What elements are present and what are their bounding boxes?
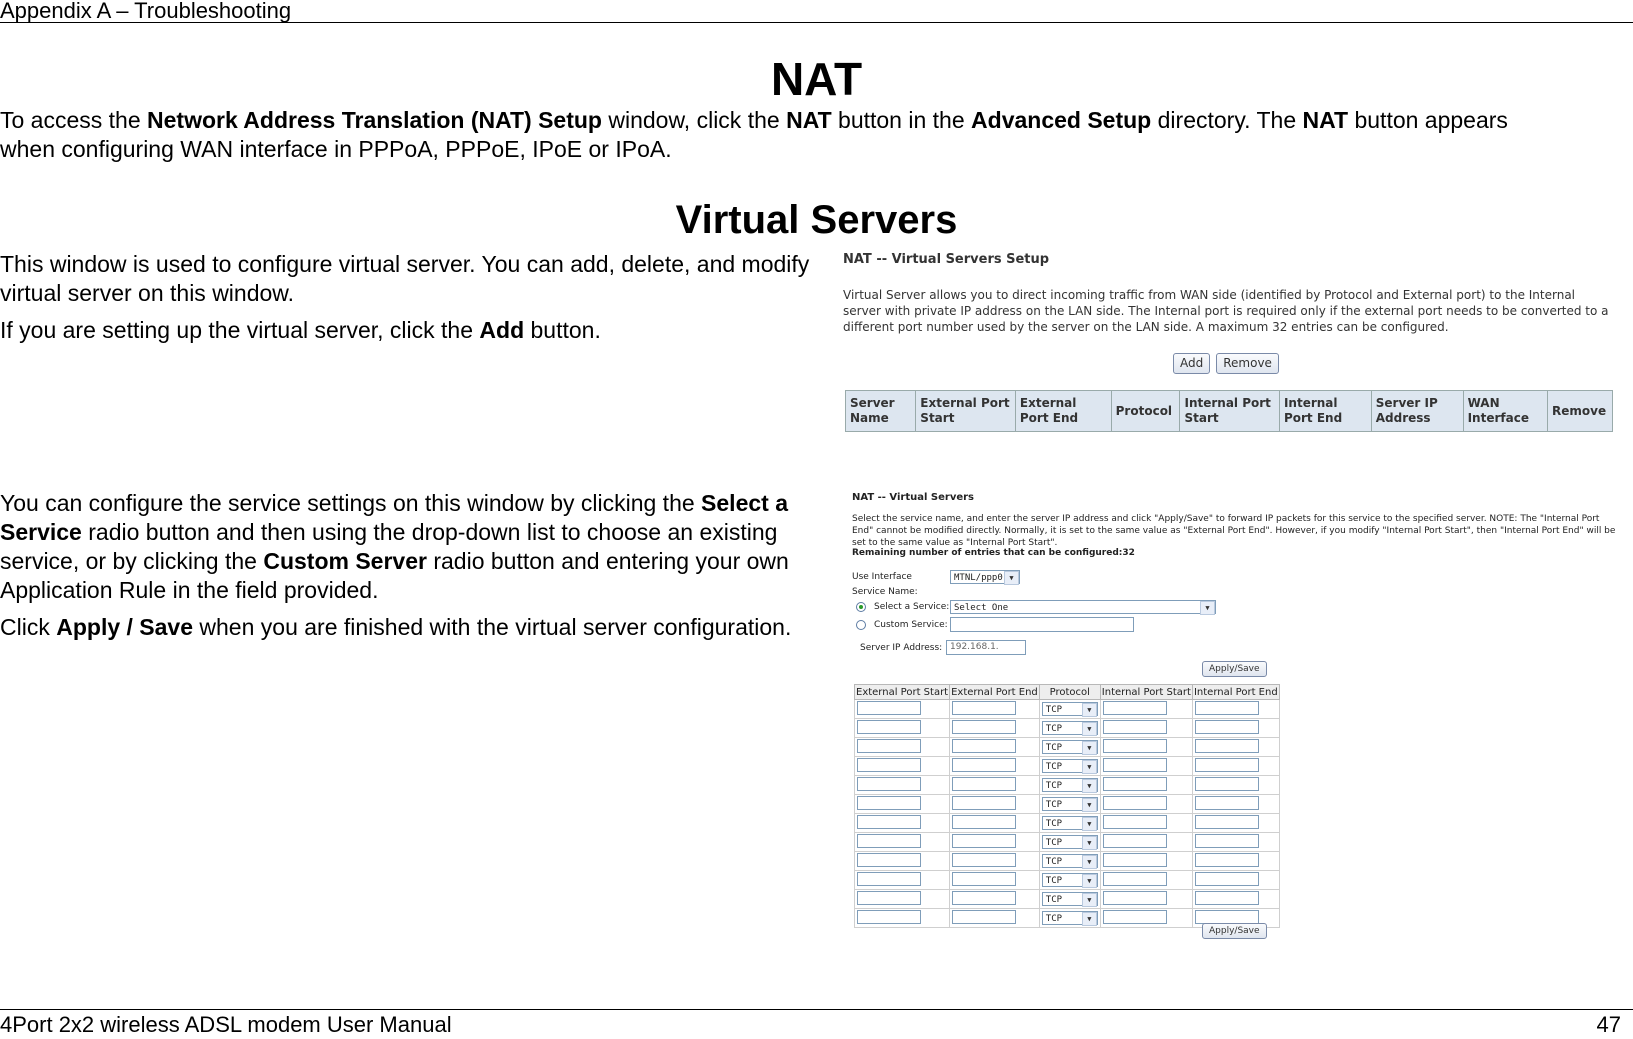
table-cell — [855, 871, 950, 890]
chevron-down-icon: ▼ — [1004, 571, 1019, 585]
column-header: External Port Start — [916, 391, 1016, 432]
protocol-select[interactable]: TCP ▼ — [1042, 892, 1098, 906]
add-button[interactable]: Add — [1173, 353, 1210, 374]
column-header: External Port End — [951, 686, 1038, 698]
column-header: WAN Interface — [1463, 391, 1547, 432]
table-cell — [950, 890, 1040, 909]
table-cell — [1192, 795, 1279, 814]
setup-description: Virtual Server allows you to direct incoming traffic from WAN side (identified by Protocol and External port) to the Internal server with private IP address on the LAN side. The Internal port is required only if the external port needs to be converted to a different port number used by the server on the LAN side. A maximum 32 entries can be configured. — [843, 288, 1609, 334]
remaining-entries: Remaining number of entries that can be configured:32 — [852, 548, 1135, 558]
table-cell — [855, 890, 950, 909]
table-cell — [1039, 776, 1100, 795]
external-port-start-input[interactable] — [857, 758, 921, 772]
table-row — [855, 700, 1280, 719]
chevron-down-icon: ▼ — [1200, 601, 1215, 615]
protocol-select[interactable]: TCP ▼ — [1042, 759, 1098, 773]
table-cell — [1039, 795, 1100, 814]
protocol-select[interactable]: TCP ▼ — [1042, 911, 1098, 925]
column-header: External Port End — [1015, 391, 1111, 432]
external-port-start-input[interactable] — [857, 891, 921, 905]
external-port-start-input[interactable] — [857, 910, 921, 924]
table-cell — [950, 833, 1040, 852]
service-name-label: Service Name: — [852, 587, 918, 597]
table-cell — [1100, 890, 1192, 909]
table-cell — [855, 795, 950, 814]
external-port-end-input[interactable] — [952, 758, 1016, 772]
select-service-label: Select a Service: — [874, 602, 950, 612]
table-cell — [950, 738, 1040, 757]
internal-port-end-input[interactable] — [1195, 872, 1259, 886]
internal-port-start-input[interactable] — [1103, 739, 1167, 753]
external-port-end-input[interactable] — [952, 777, 1016, 791]
table-cell — [1192, 890, 1279, 909]
custom-service-radio[interactable] — [856, 620, 866, 630]
internal-port-start-input[interactable] — [1103, 720, 1167, 734]
protocol-select[interactable]: TCP ▼ — [1042, 721, 1098, 735]
table-cell — [950, 700, 1040, 719]
internal-port-end-input[interactable] — [1195, 853, 1259, 867]
table-cell — [1039, 909, 1100, 928]
table-cell — [1039, 852, 1100, 871]
table-cell — [855, 719, 950, 738]
table-cell — [1192, 852, 1279, 871]
column-header: Internal Port End — [1193, 686, 1278, 698]
column-header: Server Name — [846, 391, 916, 432]
external-port-end-input[interactable] — [952, 853, 1016, 867]
table-row — [855, 757, 1280, 776]
table-row — [855, 852, 1280, 871]
external-port-start-input[interactable] — [857, 853, 921, 867]
table-cell — [855, 757, 950, 776]
nat-heading: NAT — [770, 53, 863, 105]
table-cell — [1100, 719, 1192, 738]
setup-buttons — [1173, 352, 1285, 374]
table-cell — [1100, 700, 1192, 719]
table-cell — [1039, 700, 1100, 719]
protocol-select[interactable]: TCP ▼ — [1042, 873, 1098, 887]
virtual-p4: Click Apply / Save when you are finished with the virtual server configuration. — [0, 614, 792, 640]
table-cell — [1192, 719, 1279, 738]
column-header: Internal Port Start — [1101, 686, 1191, 698]
external-port-start-input[interactable] — [857, 796, 921, 810]
page-header — [0, 0, 1633, 23]
table-cell — [950, 852, 1040, 871]
external-port-end-input[interactable] — [952, 739, 1016, 753]
external-port-start-input[interactable] — [857, 739, 921, 753]
chevron-down-icon: ▼ — [1082, 893, 1097, 907]
protocol-select[interactable]: TCP ▼ — [1042, 778, 1098, 792]
protocol-select[interactable]: TCP ▼ — [1042, 797, 1098, 811]
internal-port-start-input[interactable] — [1103, 796, 1167, 810]
apply-save-button-bottom[interactable]: Apply/Save — [1202, 923, 1267, 939]
internal-port-end-input[interactable] — [1195, 739, 1259, 753]
internal-port-start-input[interactable] — [1103, 777, 1167, 791]
column-header: Protocol — [1111, 391, 1180, 432]
footer-manual: 4Port 2x2 wireless ADSL modem User Manual — [0, 1012, 452, 1037]
internal-port-end-input[interactable] — [1195, 720, 1259, 734]
virtual-servers-heading: Virtual Servers — [675, 198, 958, 242]
internal-port-end-input[interactable] — [1195, 758, 1259, 772]
custom-service-label: Custom Service: — [874, 620, 948, 630]
table-cell — [950, 871, 1040, 890]
internal-port-start-input[interactable] — [1103, 701, 1167, 715]
table-cell — [855, 852, 950, 871]
chevron-down-icon: ▼ — [1082, 874, 1097, 888]
chevron-down-icon: ▼ — [1082, 912, 1097, 926]
column-header: Protocol — [1039, 685, 1100, 700]
internal-port-start-input[interactable] — [1103, 853, 1167, 867]
table-row — [855, 871, 1280, 890]
table-cell — [1192, 700, 1279, 719]
table-cell — [1100, 776, 1192, 795]
virtual-servers-table — [845, 390, 1613, 432]
internal-port-start-input[interactable] — [1103, 872, 1167, 886]
table-cell — [1039, 833, 1100, 852]
table-cell — [1192, 776, 1279, 795]
chevron-down-icon: ▼ — [1082, 779, 1097, 793]
internal-port-start-input[interactable] — [1103, 815, 1167, 829]
column-header: Remove — [1548, 391, 1613, 432]
table-row — [855, 719, 1280, 738]
external-port-start-input[interactable] — [857, 872, 921, 886]
external-port-start-input[interactable] — [857, 720, 921, 734]
table-cell — [950, 795, 1040, 814]
chevron-down-icon: ▼ — [1082, 703, 1097, 717]
chevron-down-icon: ▼ — [1082, 836, 1097, 850]
table-cell — [1039, 719, 1100, 738]
external-port-end-input[interactable] — [952, 834, 1016, 848]
table-cell — [1100, 909, 1192, 928]
chevron-down-icon: ▼ — [1082, 741, 1097, 755]
external-port-start-input[interactable] — [857, 834, 921, 848]
table-cell — [950, 909, 1040, 928]
table-cell — [1192, 814, 1279, 833]
table-cell — [950, 776, 1040, 795]
chevron-down-icon: ▼ — [1082, 817, 1097, 831]
table-cell — [1100, 852, 1192, 871]
table-cell — [950, 719, 1040, 738]
table-cell — [1100, 833, 1192, 852]
external-port-end-input[interactable] — [952, 815, 1016, 829]
page-number: 47 — [1596, 1012, 1621, 1037]
config-description: Select the service name, and enter the server IP address and click "Apply/Save" to forward IP packets for this service to the specified server. NOTE: The "Internal Port End" cannot be modified directly. Normally, it is set to the same value as "External Port End". However, if you modify "Internal Port Start", then "Internal Port End" will be set to the same value as "Internal Port Start". — [852, 514, 1616, 548]
use-interface-label: Use Interface — [852, 572, 912, 582]
server-ip-label: Server IP Address: — [860, 643, 943, 653]
table-cell — [1039, 738, 1100, 757]
internal-port-start-input[interactable] — [1103, 834, 1167, 848]
use-interface-select[interactable]: MTNL/ppp0 ▼ — [950, 570, 1020, 584]
table-cell — [1192, 833, 1279, 852]
protocol-select[interactable]: TCP ▼ — [1042, 702, 1098, 716]
table-row — [855, 890, 1280, 909]
remove-button[interactable]: Remove — [1216, 353, 1279, 374]
internal-port-end-input[interactable] — [1195, 815, 1259, 829]
virtual-servers-setup-screenshot — [843, 252, 1613, 438]
external-port-end-input[interactable] — [952, 872, 1016, 886]
apply-save-button[interactable]: Apply/Save — [1202, 661, 1267, 677]
column-header: Internal Port End — [1279, 391, 1371, 432]
virtual-service-text — [0, 489, 820, 642]
nat-paragraph: To access the Network Address Translation (NAT) Setup window, click the NAT button in the Advanced Setup directory. The NAT button appears when configuring WAN interface in PPPoA, PPPoE, IPoE or IPoA. — [0, 107, 1508, 162]
select-service-radio[interactable] — [856, 602, 866, 612]
virtual-p1: This window is used to configure virtual server. You can add, delete, and modify virtual server on this window. — [0, 251, 810, 306]
virtual-servers-config-screenshot — [852, 490, 1622, 980]
internal-port-end-input[interactable] — [1195, 701, 1259, 715]
table-cell — [1192, 871, 1279, 890]
external-port-start-input[interactable] — [857, 777, 921, 791]
external-port-end-input[interactable] — [952, 720, 1016, 734]
external-port-end-input[interactable] — [952, 796, 1016, 810]
table-header-row — [846, 391, 1613, 432]
chevron-down-icon: ▼ — [1082, 855, 1097, 869]
protocol-select[interactable]: TCP ▼ — [1042, 854, 1098, 868]
internal-port-start-input[interactable] — [1103, 910, 1167, 924]
table-cell — [855, 909, 950, 928]
table-cell — [1039, 814, 1100, 833]
internal-port-start-input[interactable] — [1103, 891, 1167, 905]
setup-title: NAT -- Virtual Servers Setup — [843, 252, 1050, 267]
table-cell — [1100, 757, 1192, 776]
table-cell — [855, 776, 950, 795]
chevron-down-icon: ▼ — [1082, 760, 1097, 774]
table-cell — [1100, 738, 1192, 757]
table-cell — [1100, 871, 1192, 890]
port-table — [854, 684, 1280, 928]
config-title: NAT -- Virtual Servers — [852, 492, 974, 503]
table-cell — [1039, 757, 1100, 776]
virtual-intro — [0, 250, 815, 345]
internal-port-end-input[interactable] — [1195, 796, 1259, 810]
table-cell — [1100, 814, 1192, 833]
virtual-p2: If you are setting up the virtual server, click the Add button. — [0, 317, 601, 343]
external-port-end-input[interactable] — [952, 910, 1016, 924]
table-cell — [855, 700, 950, 719]
table-row — [855, 833, 1280, 852]
table-row — [855, 795, 1280, 814]
table-cell — [1039, 871, 1100, 890]
table-header-row — [855, 685, 1280, 700]
protocol-select[interactable]: TCP ▼ — [1042, 816, 1098, 830]
table-cell — [1192, 738, 1279, 757]
internal-port-start-input[interactable] — [1103, 758, 1167, 772]
external-port-start-input[interactable] — [857, 815, 921, 829]
virtual-p3: You can configure the service settings on this window by clicking the Select a Service radio button and then using the drop-down list to choose an existing service, or by clicking the Custom Server radio button and entering your own Application Rule in the field provided. — [0, 490, 789, 603]
column-header: External Port Start — [856, 686, 949, 698]
header-text: Appendix A – Troubleshooting — [0, 0, 292, 23]
external-port-end-input[interactable] — [952, 701, 1016, 715]
table-cell — [855, 738, 950, 757]
server-ip-input[interactable]: 192.168.1. — [946, 640, 1026, 655]
table-row — [855, 738, 1280, 757]
column-header: Server IP Address — [1371, 391, 1463, 432]
chevron-down-icon: ▼ — [1082, 798, 1097, 812]
table-cell — [1100, 795, 1192, 814]
table-cell — [1039, 890, 1100, 909]
internal-port-end-input[interactable] — [1195, 777, 1259, 791]
table-cell — [855, 833, 950, 852]
table-cell — [950, 814, 1040, 833]
external-port-end-input[interactable] — [952, 891, 1016, 905]
internal-port-end-input[interactable] — [1195, 891, 1259, 905]
internal-port-end-input[interactable] — [1195, 910, 1259, 924]
page-footer — [0, 1009, 1633, 1039]
protocol-select[interactable]: TCP ▼ — [1042, 835, 1098, 849]
chevron-down-icon: ▼ — [1082, 722, 1097, 736]
external-port-start-input[interactable] — [857, 701, 921, 715]
service-select[interactable]: Select One ▼ — [950, 600, 1216, 614]
table-cell — [1192, 757, 1279, 776]
table-cell — [950, 757, 1040, 776]
custom-service-input[interactable] — [950, 617, 1134, 632]
internal-port-end-input[interactable] — [1195, 834, 1259, 848]
table-cell — [855, 814, 950, 833]
protocol-select[interactable]: TCP ▼ — [1042, 740, 1098, 754]
table-row — [855, 814, 1280, 833]
table-row — [855, 776, 1280, 795]
column-header: Internal Port Start — [1180, 391, 1279, 432]
